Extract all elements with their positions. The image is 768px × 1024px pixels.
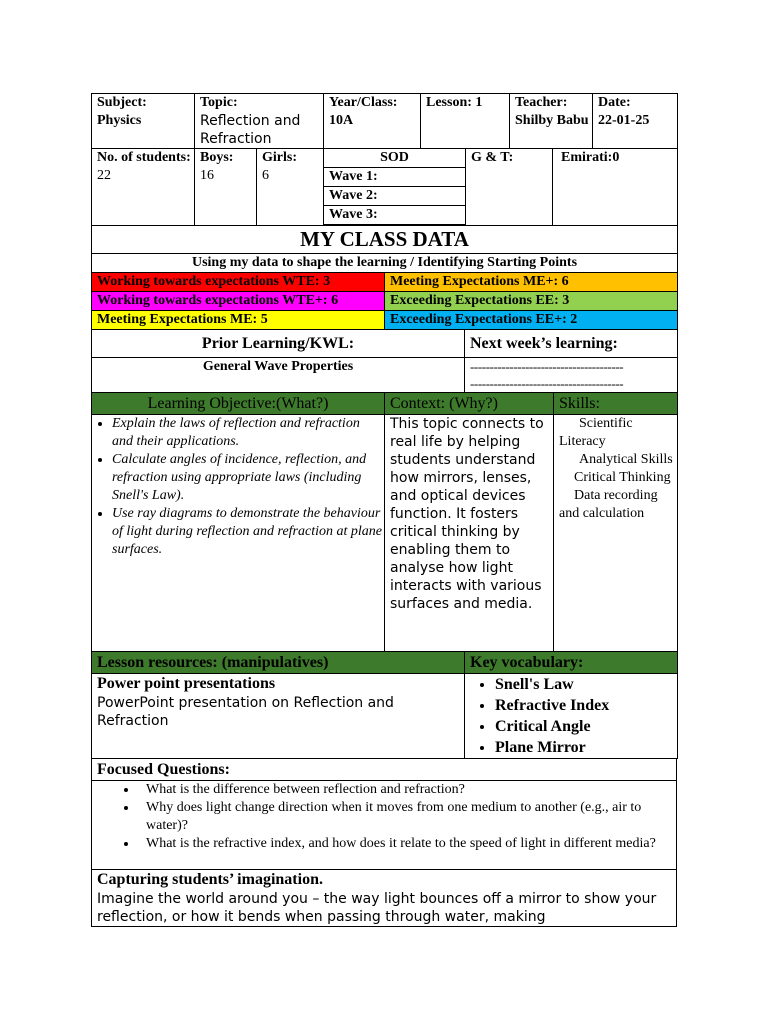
skill-item: Analytical Skills bbox=[579, 452, 673, 467]
ee-cell: Exceeding Expectations EE: 3 bbox=[385, 292, 678, 311]
imagination-cell bbox=[92, 870, 677, 927]
next-week-line-2: --------------------------------------- bbox=[470, 376, 624, 391]
year-label: Year/Class: bbox=[329, 95, 398, 110]
girls-cell bbox=[257, 149, 324, 226]
focused-questions-header: Focused Questions: bbox=[92, 759, 677, 781]
skills-header: Skills: bbox=[554, 393, 678, 415]
subject-cell bbox=[92, 94, 195, 149]
resources-table bbox=[91, 651, 678, 759]
vocab-header: Key vocabulary: bbox=[465, 652, 678, 674]
objective-item: • Calculate angles of incidence, reflection, and refraction using appropriate laws (including Snell's Law). bbox=[112, 451, 384, 505]
prior-learning-value: General Wave Properties bbox=[92, 358, 465, 393]
girls-label: Girls: bbox=[262, 150, 297, 165]
context-cell: This topic connects to real life by helping students understand how mirrors, lenses, and optical devices function. It fosters critical thinking by enabling them to analyse how light interacts with various surfaces and media. bbox=[385, 415, 554, 652]
imagination-text: Imagine the world around you – the way light bounces off a mirror to show your reflection, or how it bends when passing through water, making bbox=[97, 891, 657, 925]
focused-questions-cell bbox=[92, 781, 677, 870]
class-data-subtitle: Using my data to shape the learning / Identifying Starting Points bbox=[92, 254, 678, 273]
vocab-list bbox=[477, 674, 677, 758]
imagination-label: Capturing students’ imagination. bbox=[97, 871, 323, 888]
gt-cell bbox=[466, 149, 553, 226]
focused-question: • What is the refractive index, and how does it relate to the speed of light in different media? bbox=[138, 835, 676, 853]
class-data-table bbox=[91, 225, 678, 330]
teacher-label: Teacher: bbox=[515, 95, 568, 110]
focused-question: • What is the difference between reflection and refraction? bbox=[138, 781, 676, 799]
skill-item: Data recording and calculation bbox=[559, 488, 658, 521]
emirati-cell bbox=[553, 149, 678, 226]
boys-label: Boys: bbox=[200, 150, 234, 165]
skill-item: Scientific Literacy bbox=[559, 416, 633, 449]
boys-cell bbox=[195, 149, 257, 226]
context-header: Context: (Why?) bbox=[385, 393, 554, 415]
focused-question: • Why does light change direction when it moves from one medium to another (e.g., air to water)? bbox=[138, 799, 676, 835]
me-plus-cell: Meeting Expectations ME+: 6 bbox=[385, 273, 678, 292]
vocab-item: • Plane Mirror bbox=[495, 737, 677, 758]
date-value: 22-01-25 bbox=[598, 113, 650, 128]
next-week-label: Next week’s learning: bbox=[465, 330, 678, 358]
date-cell bbox=[593, 94, 678, 149]
wte-plus-cell: Working towards expectations WTE+: 6 bbox=[92, 292, 385, 311]
students-count-value: 22 bbox=[97, 168, 111, 183]
resources-header: Lesson resources: (manipulatives) bbox=[92, 652, 465, 674]
topic-cell bbox=[195, 94, 324, 149]
skill-item: Critical Thinking bbox=[574, 470, 671, 485]
date-label: Date: bbox=[598, 95, 631, 110]
header-table bbox=[91, 93, 678, 149]
vocab-item: • Snell's Law bbox=[495, 674, 677, 695]
class-data-title: MY CLASS DATA bbox=[92, 226, 678, 254]
focused-questions-list bbox=[120, 781, 676, 853]
topic-value: Reflection and Refraction bbox=[200, 113, 301, 147]
students-count-label: No. of students: bbox=[97, 150, 191, 165]
ee-plus-cell: Exceeding Expectations EE+: 2 bbox=[385, 311, 678, 330]
gt-label: G & T: bbox=[471, 150, 514, 165]
imagination-table bbox=[91, 869, 677, 927]
wave-2: Wave 2: bbox=[324, 187, 465, 206]
year-value: 10A bbox=[329, 113, 354, 128]
prior-learning-label: Prior Learning/KWL: bbox=[92, 330, 465, 358]
boys-value: 16 bbox=[200, 168, 214, 183]
next-week-line-1: --------------------------------------- bbox=[470, 359, 624, 374]
emirati-label: Emirati:0 bbox=[561, 150, 620, 165]
me-cell: Meeting Expectations ME: 5 bbox=[92, 311, 385, 330]
next-week-value bbox=[465, 358, 678, 393]
wave-1: Wave 1: bbox=[324, 168, 465, 187]
teacher-value: Shilby Babu bbox=[515, 113, 589, 128]
teacher-cell bbox=[510, 94, 593, 149]
subject-label: Subject: bbox=[97, 95, 147, 110]
objective-item: • Explain the laws of reflection and refraction and their applications. bbox=[112, 415, 384, 451]
objectives-cell bbox=[92, 415, 385, 652]
lesson-label: Lesson: 1 bbox=[426, 95, 483, 110]
year-cell bbox=[324, 94, 421, 149]
resources-cell bbox=[92, 674, 465, 759]
objective-item: • Use ray diagrams to demonstrate the behaviour of light during reflection and refraction at plane surfaces. bbox=[112, 505, 384, 559]
objectives-table bbox=[91, 392, 678, 652]
wte-cell: Working towards expectations WTE: 3 bbox=[92, 273, 385, 292]
subject-value: Physics bbox=[97, 113, 142, 128]
lesson-plan-document bbox=[91, 93, 677, 927]
vocab-cell bbox=[465, 674, 678, 759]
students-table bbox=[91, 148, 678, 226]
sod-waves bbox=[324, 167, 465, 225]
wave-3: Wave 3: bbox=[324, 206, 465, 225]
girls-value: 6 bbox=[262, 168, 269, 183]
sod-label: SOD bbox=[380, 150, 409, 165]
objective-header: Learning Objective:(What?) bbox=[92, 393, 385, 415]
resources-title: Power point presentations bbox=[97, 675, 276, 692]
topic-label: Topic: bbox=[200, 95, 238, 110]
sod-cell bbox=[324, 149, 466, 226]
students-count-cell bbox=[92, 149, 195, 226]
skills-cell bbox=[554, 415, 678, 652]
vocab-item: • Critical Angle bbox=[495, 716, 677, 737]
resources-text: PowerPoint presentation on Reflection and Refraction bbox=[97, 695, 394, 729]
vocab-item: • Refractive Index bbox=[495, 695, 677, 716]
focused-questions-table bbox=[91, 758, 677, 870]
lesson-cell bbox=[421, 94, 510, 149]
prior-learning-table bbox=[91, 329, 678, 393]
objectives-list bbox=[94, 415, 384, 559]
